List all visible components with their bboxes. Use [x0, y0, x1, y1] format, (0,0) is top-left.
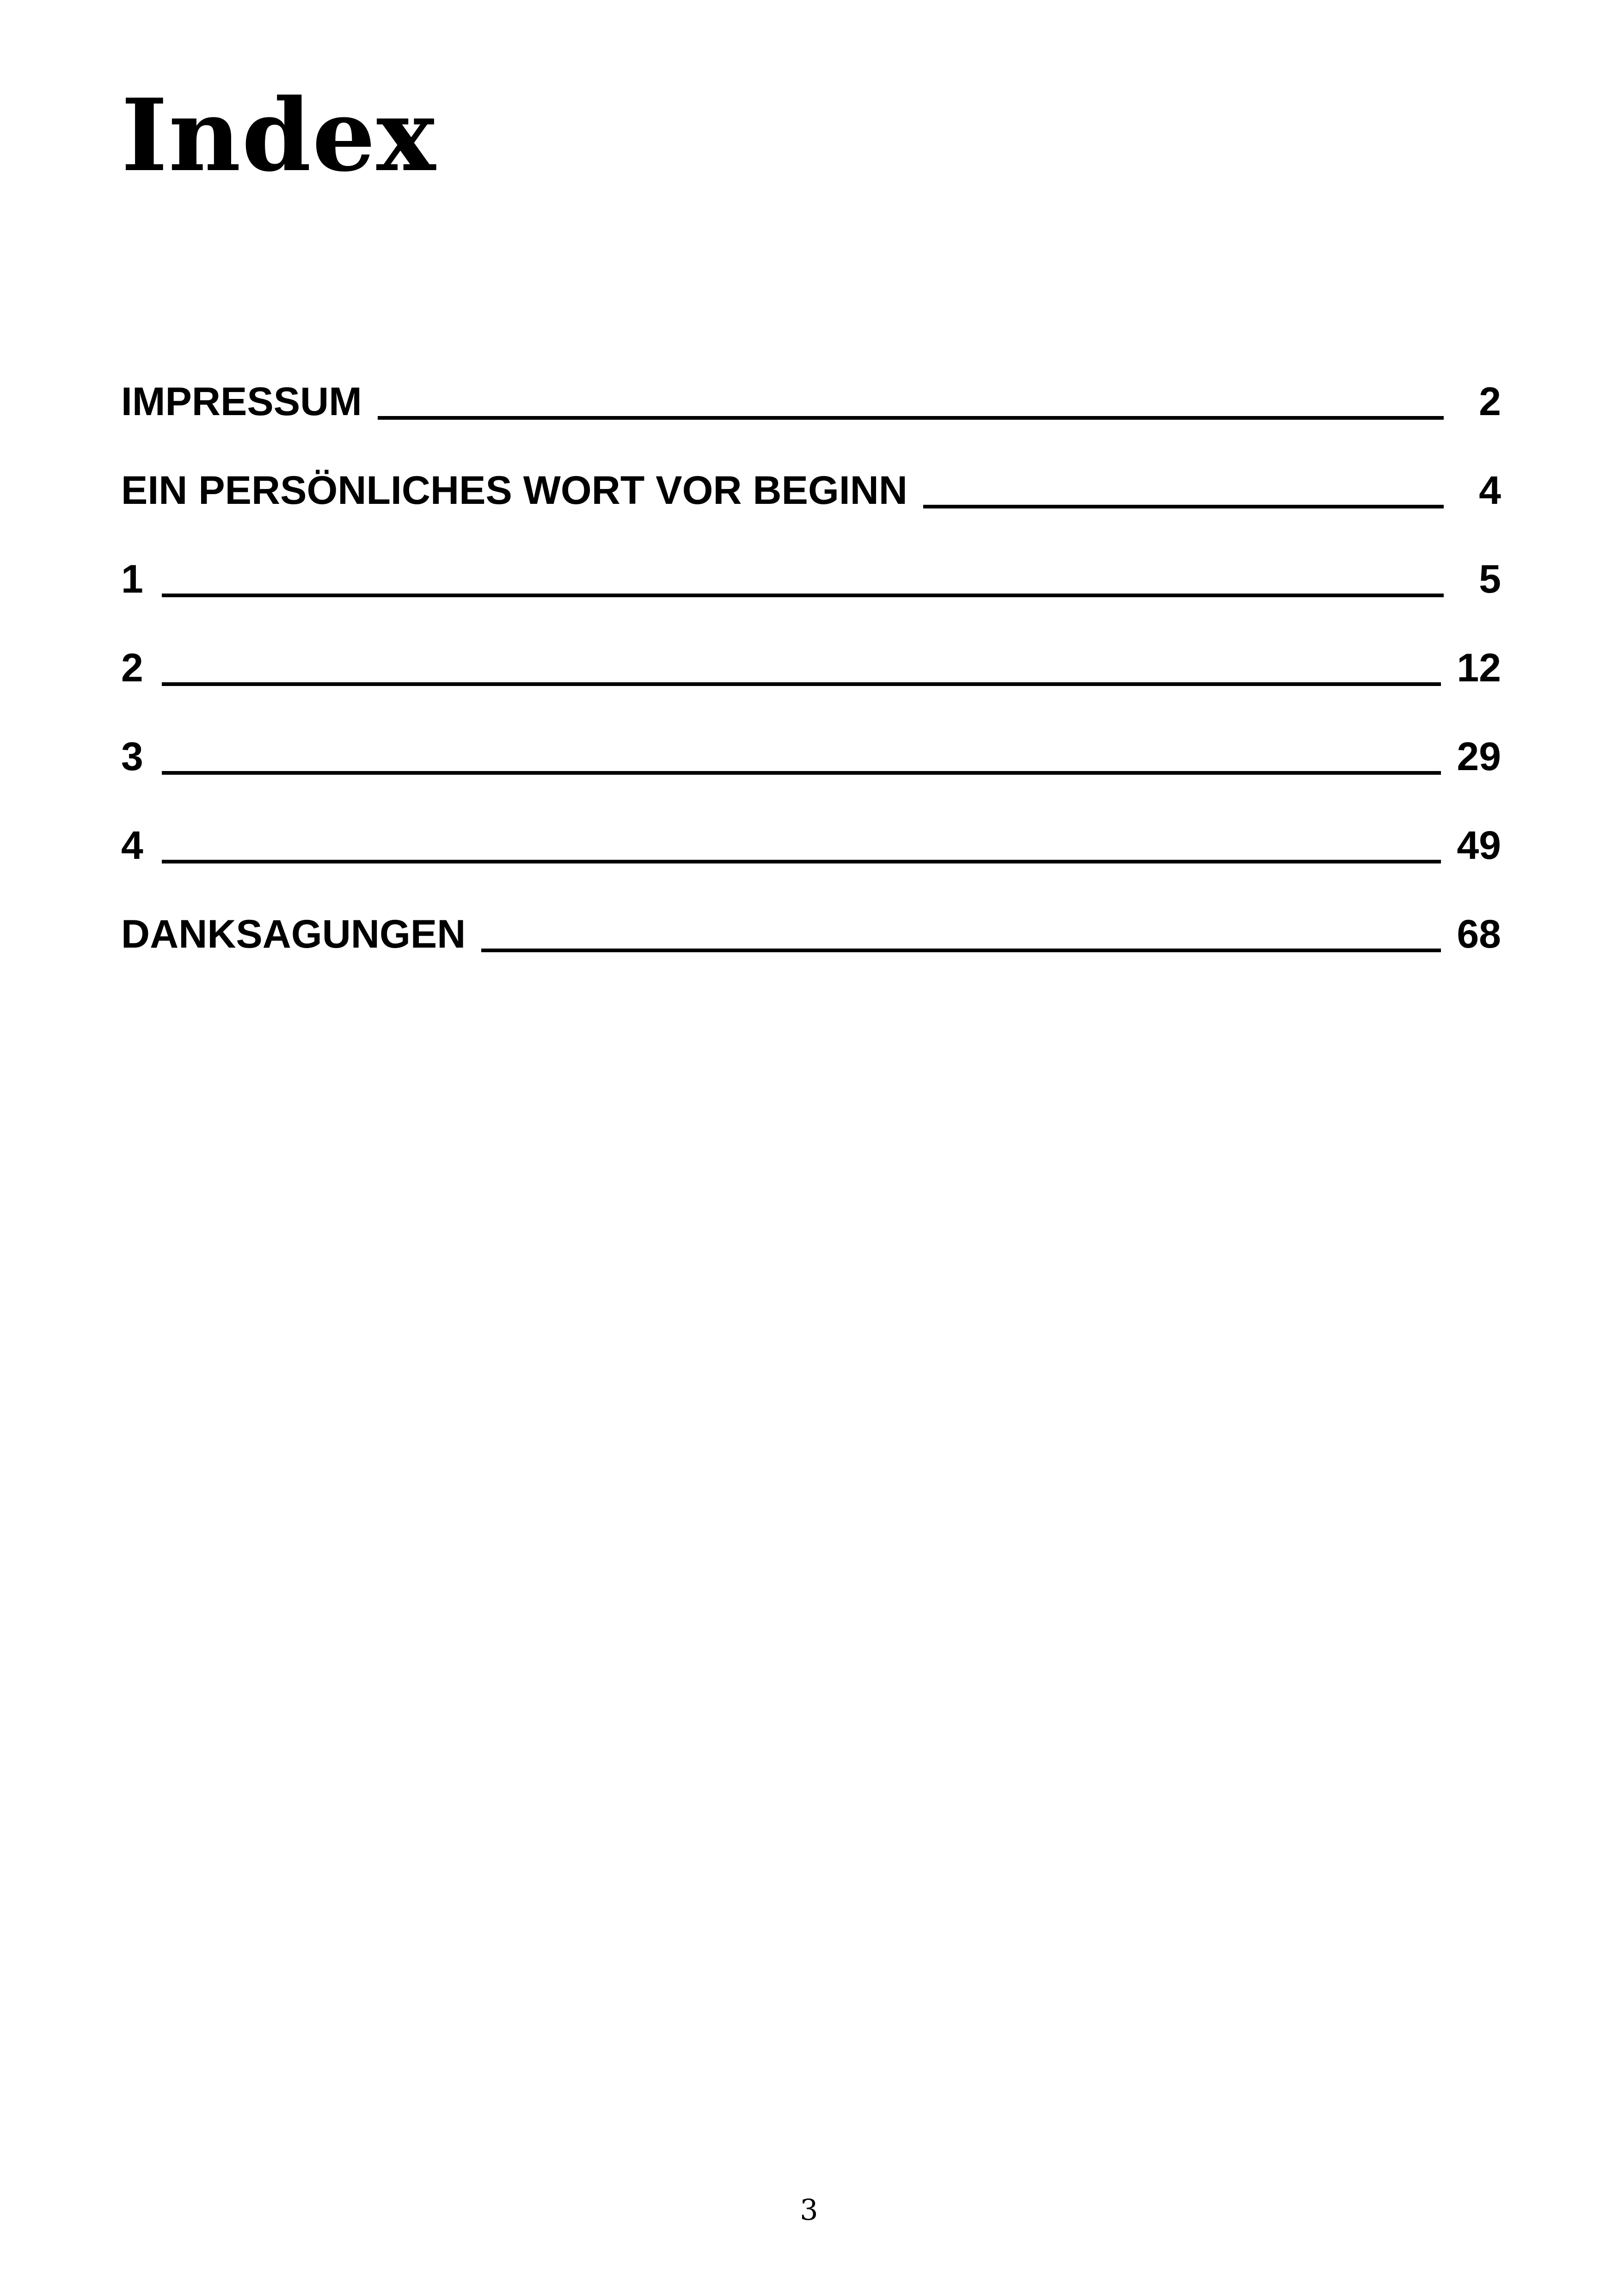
toc-entry-page: 4 — [1479, 468, 1501, 513]
toc-leader-line — [923, 505, 1444, 508]
toc-entry-label: 4 — [121, 823, 143, 868]
toc-entry-page: 29 — [1457, 735, 1501, 779]
toc-entry-chapter-4[interactable] — [121, 777, 1501, 868]
toc-entry-danksagungen[interactable] — [121, 865, 1501, 954]
toc-entry-label: 1 — [121, 557, 143, 601]
toc-entry-page: 49 — [1457, 823, 1501, 868]
page-title: Index — [121, 77, 437, 194]
toc-entry-impressum[interactable] — [121, 333, 1501, 422]
toc-entry-page: 12 — [1457, 646, 1501, 690]
toc-entry-chapter-1[interactable] — [121, 510, 1501, 599]
toc-entry-page: 2 — [1479, 380, 1501, 424]
toc-entry-page: 5 — [1479, 557, 1501, 601]
toc-entry-label: 2 — [121, 646, 143, 690]
toc-leader-line — [162, 860, 1441, 863]
page-number: 3 — [800, 2193, 818, 2227]
toc-entry-vorwort[interactable] — [121, 422, 1501, 513]
toc-leader-line — [481, 949, 1441, 952]
toc-entry-label: IMPRESSUM — [121, 380, 362, 424]
toc-entry-label: 3 — [121, 735, 143, 779]
toc-entry-label: EIN PERSÖNLICHES WORT VOR BEGINN — [121, 468, 908, 513]
toc-entry-chapter-3[interactable] — [121, 688, 1501, 777]
toc-leader-line — [162, 594, 1444, 597]
toc-leader-line — [162, 682, 1441, 686]
table-of-contents — [121, 333, 1501, 954]
toc-entry-chapter-2[interactable] — [121, 599, 1501, 688]
toc-leader-line — [162, 771, 1441, 775]
toc-entry-label: DANKSAGUNGEN — [121, 912, 466, 956]
toc-entry-page: 68 — [1457, 912, 1501, 956]
toc-leader-line — [378, 416, 1444, 420]
